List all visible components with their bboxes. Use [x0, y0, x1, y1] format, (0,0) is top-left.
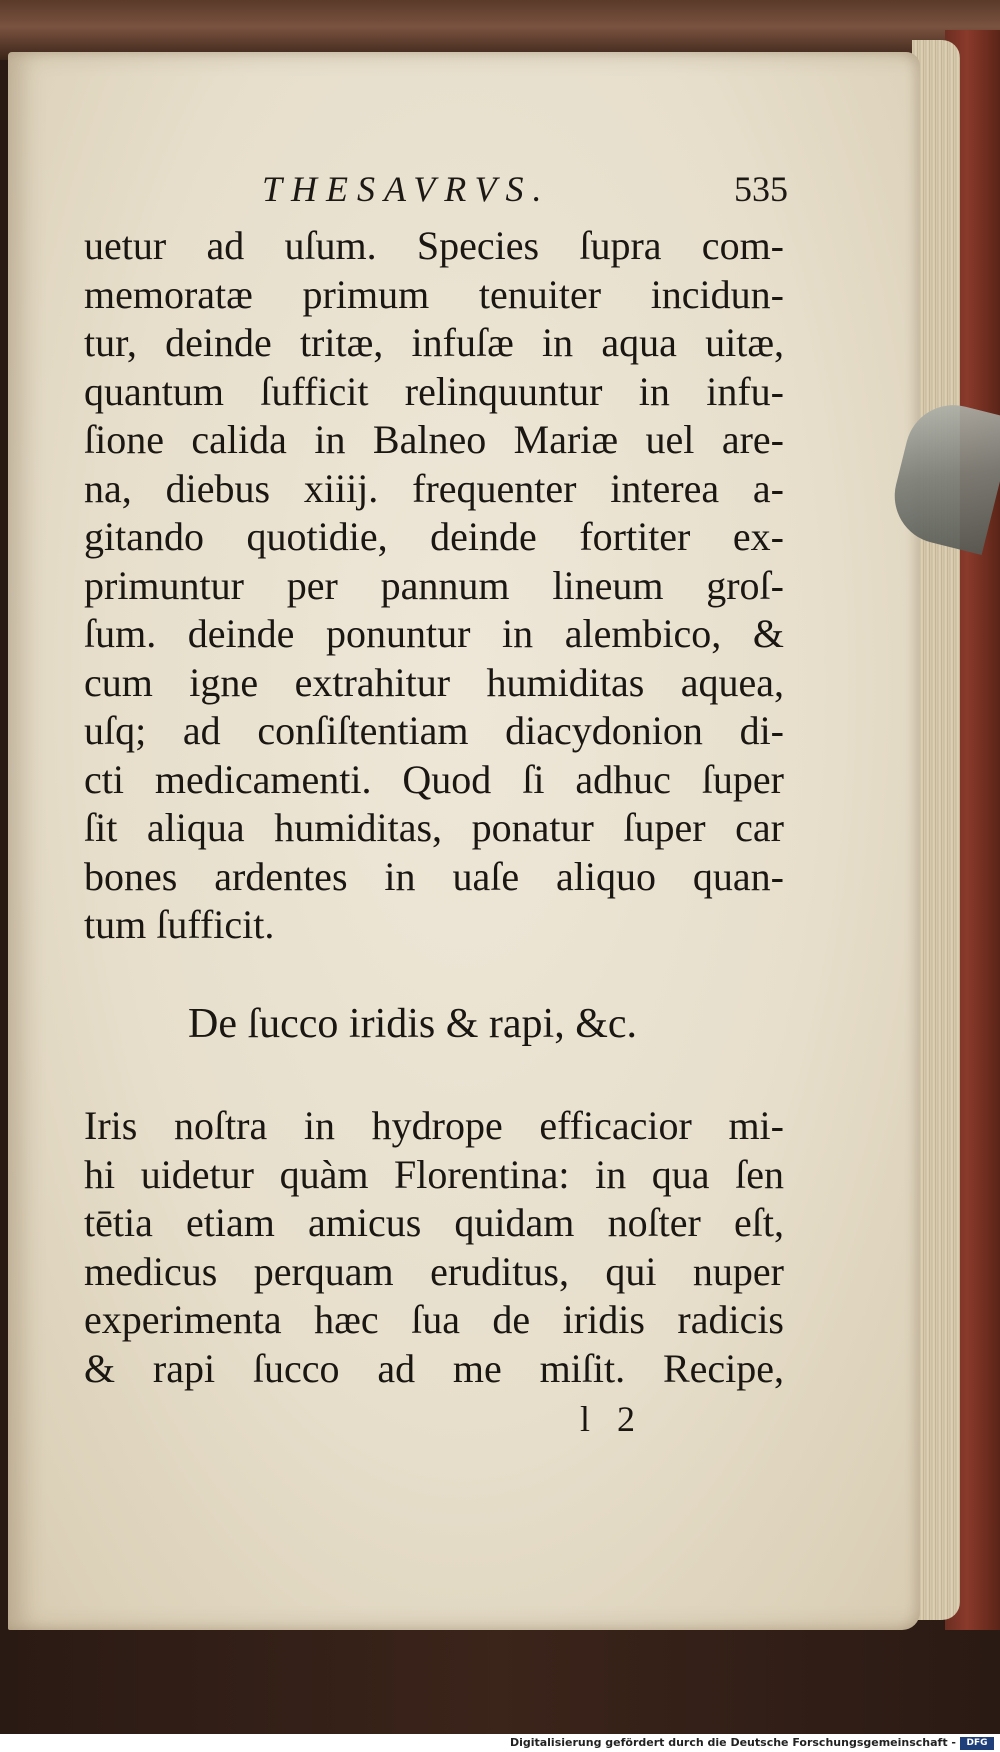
text-line: bones ardentes in uaſe aliquo quan- [84, 853, 784, 899]
text-line: tur, deinde tritæ, infuſæ in aqua uitæ, [84, 320, 784, 365]
text-line: gitando quotidie, deinde fortiter ex- [84, 514, 784, 559]
text-line: experimenta hæc ſua de iridis radicis [84, 1297, 784, 1342]
signature-mark: l 2 [580, 1399, 636, 1439]
text-line: uetur ad uſum. Species ſupra com- [84, 223, 784, 268]
text-line: tētia etiam amicus quidam noſter eſt, [84, 1200, 784, 1245]
text-line: hi uidetur quàm Florentina: in qua ſen [84, 1151, 784, 1197]
text-line: ſione calida in Balneo Mariæ uel are- [84, 417, 784, 462]
text-line: na, diebus xiiij. frequenter interea a- [84, 465, 784, 511]
page-number: 535 [734, 169, 788, 209]
section-text [84, 1102, 784, 1393]
body-text [84, 222, 784, 950]
text-line: cti medicamenti. Quod ſi adhuc ſuper [84, 756, 784, 802]
page-header [262, 168, 802, 218]
text-line: memoratæ primum tenuiter incidun- [84, 271, 784, 317]
digitization-credit: Digitalisierung gefördert durch die Deutsche Forschungsgemeinschaft - [509, 1736, 956, 1749]
text-line: ſit aliqua humiditas, ponatur ſuper car [84, 805, 784, 850]
section-heading: De ſucco iridis & rapi, &c. [188, 1001, 638, 1047]
text-line: uſq; ad conſiſtentiam diacydonion di- [84, 708, 784, 753]
text-line: tum ſufficit. [84, 902, 275, 947]
dfg-logo: DFG [960, 1737, 994, 1750]
text-line: primuntur per pannum lineum groſ- [84, 562, 784, 608]
running-title: THESAVRVS. [262, 169, 551, 209]
text-line: medicus perquam eruditus, qui nuper [84, 1248, 784, 1294]
text-line: ſum. deinde ponuntur in alembico, & [84, 611, 784, 656]
text-line: cum igne extrahitur humiditas aquea, [84, 659, 784, 705]
text-line: & rapi ſucco ad me miſit. Recipe, [84, 1345, 784, 1391]
text-line: Iris noſtra in hydrope efficacior mi- [84, 1103, 784, 1148]
book-top-edge [0, 0, 1000, 60]
text-line: quantum ſufficit relinquuntur in infu- [84, 368, 784, 414]
